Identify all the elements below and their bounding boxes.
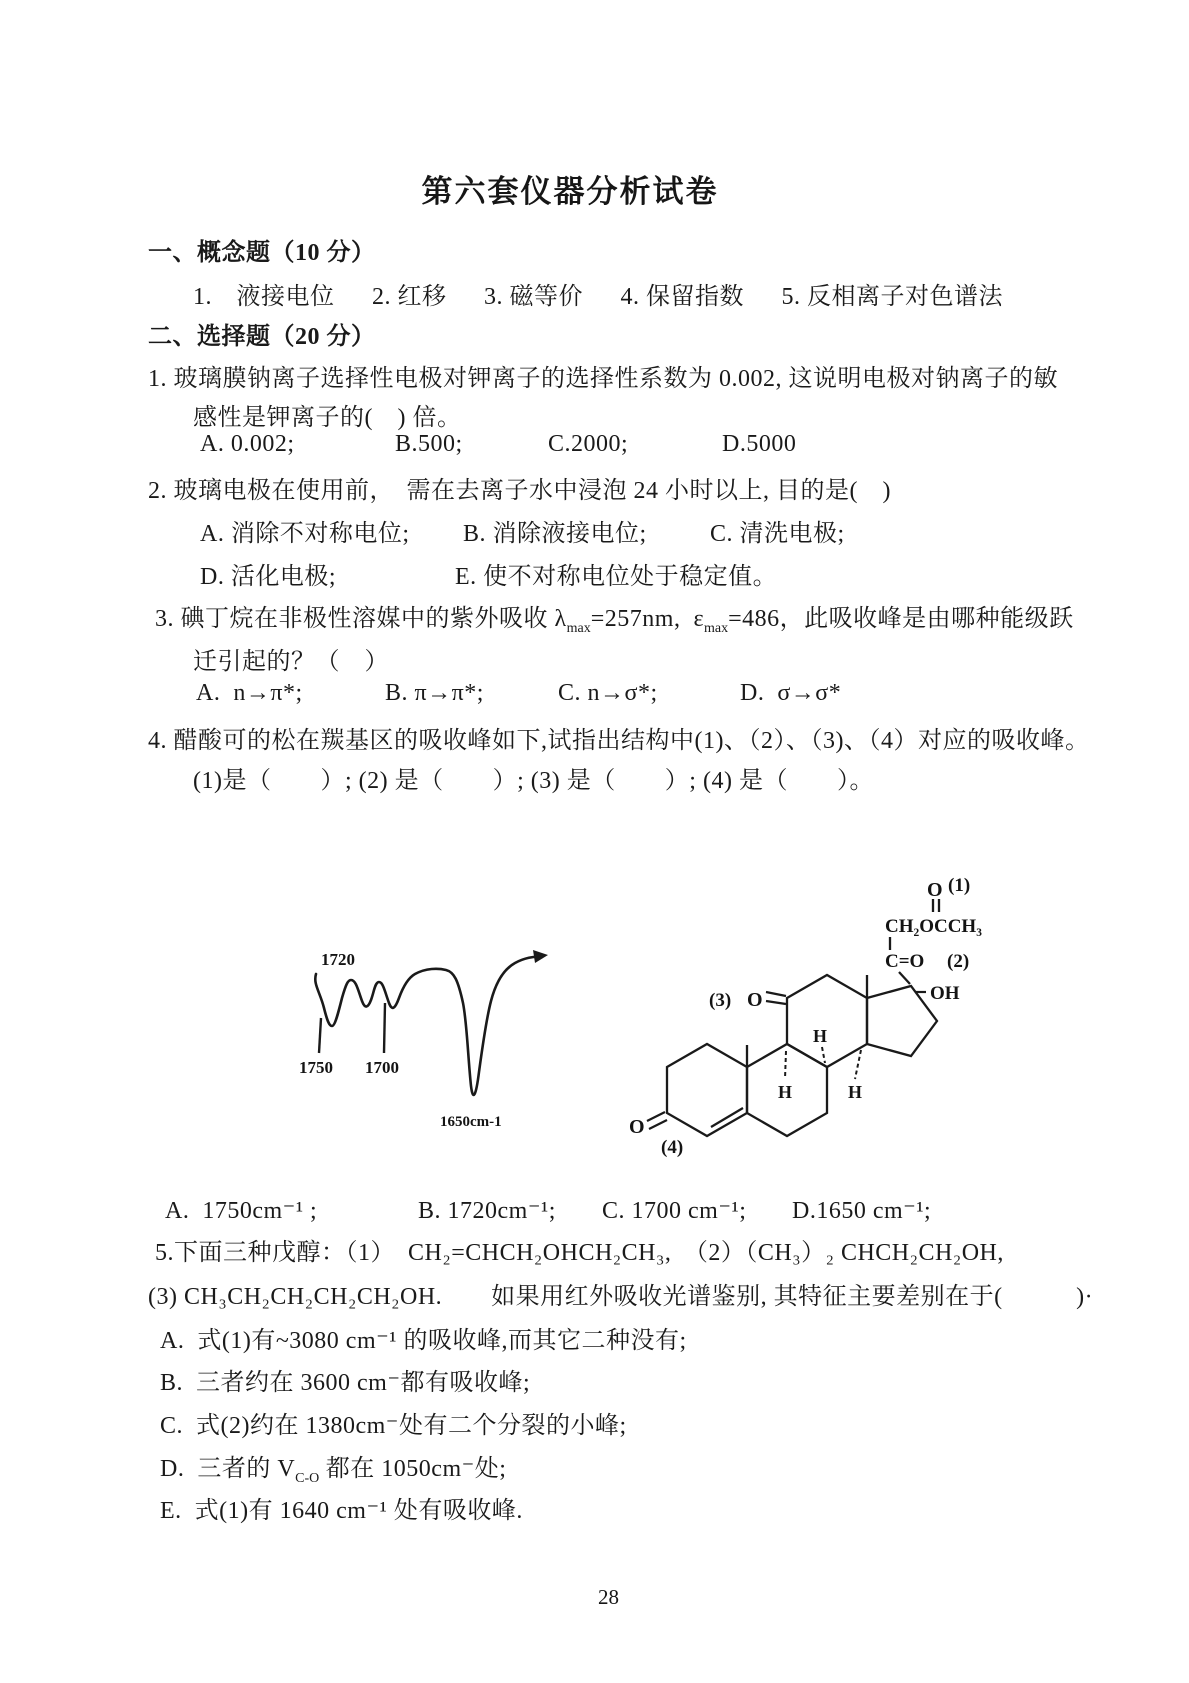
q3-text-line2: 迁引起的？（ ） [193,649,389,675]
q2-option-a: A. 消除不对称电位; [200,521,410,547]
q4-answer-blanks: (1)是（ ）; (2) 是（ ）; (3) 是（ ）; (4) 是（ ）。 [193,768,874,794]
ir-label-1650: 1650cm-1 [440,1114,502,1130]
label-2: (2) [947,951,970,972]
ir-spectrum-curve [315,957,542,1095]
q3-epsilon-max-subscript: max [704,621,729,636]
q3-text-line1 [155,598,1074,637]
q4-option-a: A. 1750cm⁻¹ ; [165,1198,318,1224]
q1-option-a: A. 0.002; [200,431,295,457]
h8-dash [822,1047,825,1063]
label-4: (4) [661,1137,684,1158]
q5-option-b: B. 三者约在 3600 cm⁻都有吸收峰; [160,1370,531,1396]
section2-heading: 二、选择题（20 分） [148,324,376,350]
q5-text-line2: (3) CH₃CH₂CH₂CH₂CH₂OH. 如果用红外吸收光谱鉴别, 其特征主要差别在于( )· [148,1284,1094,1310]
q3-text-mid: =257nm, ε [590,606,705,632]
q2-option-e: E. 使不对称电位处于稳定值。 [455,564,778,590]
c11-ketone-bond2 [766,1001,786,1004]
acetate-chain-label: CH₂OCCH₃ [885,916,982,937]
q1-option-c: C.2000; [548,431,629,457]
q4-option-b: B. 1720cm⁻¹; [418,1198,556,1224]
q3-text-pre: 3. 碘丁烷在非极性溶媒中的紫外吸收 λ [155,606,567,632]
section1-heading: 一、概念题（10 分） [148,240,376,266]
ir-tick-1750 [319,1018,321,1053]
ir-label-1700: 1700 [365,1058,399,1077]
steroid-structure-figure [585,795,995,1165]
q1-option-d: D.5000 [722,431,797,457]
q3-option-a: A. n→π*; [196,680,303,706]
q3-option-c: C. n→σ*; [558,680,658,706]
label-1: (1) [948,875,971,896]
q3-option-b: B. π→π*; [385,680,484,706]
q5-option-c: C. 式(2)约在 1380cm⁻处有二个分裂的小峰; [160,1413,627,1439]
q3-lambda-max-subscript: max [566,621,591,636]
q1-text-line1: 1. 玻璃膜钠离子选择性电极对钾离子的选择性系数为 0.002, 这说明电极对钠离子的敏 [148,366,1058,392]
q5-option-e: E. 式(1)有 1640 cm⁻¹ 处有吸收峰. [160,1498,523,1524]
page-title: 第六套仪器分析试卷 [421,174,719,209]
c11-oxygen-label: O [747,989,763,1011]
h8-label: H [813,1026,828,1046]
h9-label: H [778,1082,793,1102]
ring-c [787,975,867,1067]
ir-tick-1700 [384,1003,385,1053]
ir-label-1750: 1750 [299,1058,333,1077]
c3-oxygen-label: O [629,1116,645,1138]
q4-text-line1: 4. 醋酸可的松在羰基区的吸收峰如下,试指出结构中(1)、（2）、（3)、（4）对应的吸收峰。 [148,728,1090,754]
section1-concept-items: 1. 液接电位 2. 红移 3. 磁等价 4. 保留指数 5. 反相离子对色谱法 [193,284,1003,310]
ring-a [667,1044,747,1136]
q1-option-b: B.500; [395,431,463,457]
c20-keto-label: C=O [885,951,925,972]
q2-option-d: D. 活化电极; [200,564,336,590]
q3-option-d: D. σ→σ* [740,680,842,706]
q4-option-c: C. 1700 cm⁻¹; [602,1198,747,1224]
q2-option-b: B. 消除液接电位; [463,521,647,547]
q1-text-line2: 感性是钾离子的( ) 倍。 [193,405,462,431]
q5-vco-subscript: C-O [295,1471,320,1486]
ester-oxygen-label: O [927,879,943,901]
c3-ketone-bond1 [647,1112,665,1121]
ir-curve-arrowhead [533,950,548,963]
page-number: 28 [598,1585,619,1609]
c11-ketone-bond1 [766,992,786,996]
q5-text-line1: 5.下面三种戊醇：（1） CH₂=CHCH₂OHCH₂CH₃, （2）（CH₃）₂ CHCH₂CH₂OH, [155,1240,1004,1266]
q5-option-a: A. 式(1)有~3080 cm⁻¹ 的吸收峰,而其它二种没有; [160,1328,687,1354]
q4-option-d: D.1650 cm⁻¹; [792,1198,932,1224]
c17-chain-bond [899,972,910,984]
c17-oh-label: OH [930,983,960,1004]
ir-label-1720: 1720 [321,950,355,969]
h14-dash [855,1050,861,1079]
h9-dash [785,1051,786,1079]
ring-d [867,986,937,1056]
q2-option-c: C. 清洗电极; [710,521,845,547]
q5-option-d-post: 都在 1050cm⁻处; [319,1456,507,1482]
q2-text-line1: 2. 玻璃电极在使用前， 需在去离子水中浸泡 24 小时以上, 目的是( ) [148,478,891,504]
q5-option-d [160,1448,506,1487]
h14-label: H [848,1082,863,1102]
label-3: (3) [709,990,732,1011]
q3-text-post: =486，此吸收峰是由哪种能级跃 [728,606,1074,632]
q5-option-d-pre: D. 三者的 V [160,1456,296,1482]
c3-ketone-bond2 [649,1120,667,1129]
